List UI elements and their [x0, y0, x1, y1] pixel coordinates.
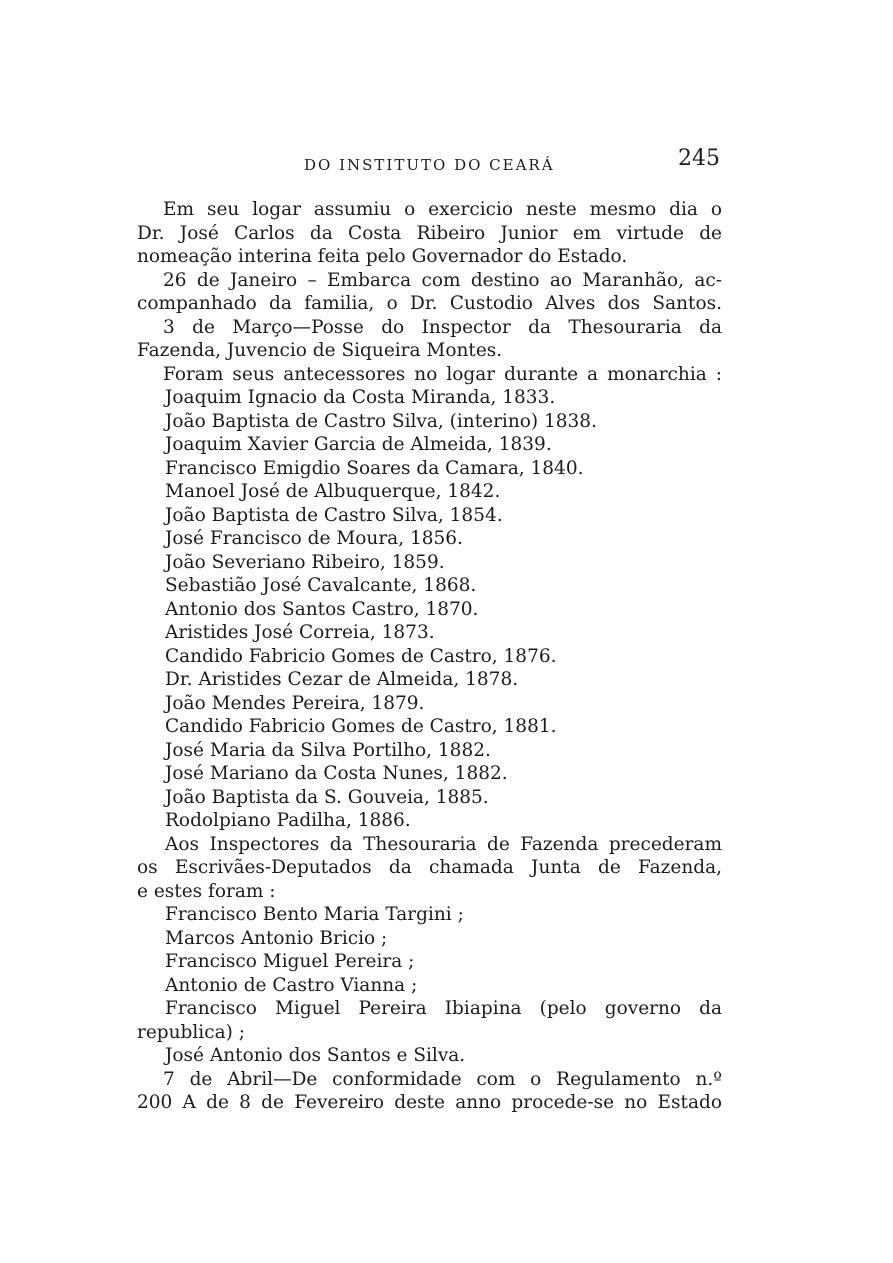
text-line: Francisco Miguel Pereira ;	[165, 951, 415, 972]
text-line: Joaquim Xavier Garcia de Almeida, 1839.	[165, 434, 552, 455]
text-line: republica) ;	[137, 1021, 245, 1043]
text-line: João Mendes Pereira, 1879.	[165, 692, 425, 714]
text-line: 3 de Março—Posse do Inspector da Thesouraria da	[163, 316, 722, 338]
page-header	[300, 146, 720, 186]
text-line: nomeação interina feita pelo Governador do Estado.	[137, 246, 628, 267]
text-line: Rodolpiano Padilha, 1886.	[165, 810, 411, 831]
text-line: Marcos Antonio Bricio ;	[165, 927, 388, 949]
text-line: Dr. José Carlos da Costa Ribeiro Junior em virtude de	[137, 222, 722, 244]
text-line: José Francisco de Moura, 1856.	[165, 528, 463, 549]
text-line: Candido Fabricio Gomes de Castro, 1876.	[165, 645, 557, 667]
text-line: Antonio dos Santos Castro, 1870.	[165, 598, 479, 620]
text-line: Candido Fabricio Gomes de Castro, 1881.	[165, 716, 557, 737]
text-line: Francisco Miguel Pereira Ibiapina (pelo governo da	[165, 998, 722, 1019]
text-line: Aos Inspectores da Thesouraria de Fazenda precederam	[165, 833, 722, 855]
text-line: José Maria da Silva Portilho, 1882.	[165, 739, 491, 761]
page-number: 245	[678, 146, 720, 171]
text-line: 200 A de 8 de Fevereiro deste anno procede-se no Estado	[137, 1092, 722, 1113]
text-line: Sebastião José Cavalcante, 1868.	[165, 575, 477, 596]
text-line: Foram seus antecessores no logar durante a monarchia :	[163, 363, 722, 385]
text-line: João Baptista da S. Gouveia, 1885.	[165, 786, 489, 808]
text-line: Aristides José Correia, 1873.	[165, 622, 435, 643]
text-line: Manoel José de Albuquerque, 1842.	[165, 481, 501, 502]
text-line: companhado da familia, o Dr. Custodio Alves dos Santos.	[137, 293, 722, 314]
body-text	[137, 198, 722, 1115]
text-line: 26 de Janeiro – Embarca com destino ao Maranhão, ac-	[163, 269, 722, 291]
text-line: Fazenda, Juvencio de Siqueira Montes.	[137, 340, 503, 361]
text-line: João Baptista de Castro Silva, (interino) 1838.	[165, 410, 597, 432]
text-line: Antonio de Castro Vianna ;	[165, 974, 418, 996]
text-line: José Antonio dos Santos e Silva.	[165, 1045, 466, 1066]
running-title: DO INSTITUTO DO CEARÁ	[304, 156, 555, 174]
text-line: José Mariano da Costa Nunes, 1882.	[165, 763, 508, 784]
text-line: e estes foram :	[137, 880, 276, 902]
text-line: Francisco Emigdio Soares da Camara, 1840.	[165, 457, 584, 479]
text-line: Em seu logar assumiu o exercicio neste mesmo dia o	[163, 199, 722, 220]
text-line: os Escrivães-Deputados da chamada Junta de Fazenda,	[137, 857, 722, 878]
text-line: Dr. Aristides Cezar de Almeida, 1878.	[165, 669, 519, 690]
text-line: Francisco Bento Maria Targini ;	[165, 904, 464, 925]
text-line: 7 de Abril—De conformidade com o Regulamento n.º	[163, 1068, 722, 1090]
text-line: João Severiano Ribeiro, 1859.	[165, 551, 445, 573]
text-line: João Baptista de Castro Silva, 1854.	[165, 504, 503, 526]
text-line: Joaquim Ignacio da Costa Miranda, 1833.	[165, 387, 556, 408]
